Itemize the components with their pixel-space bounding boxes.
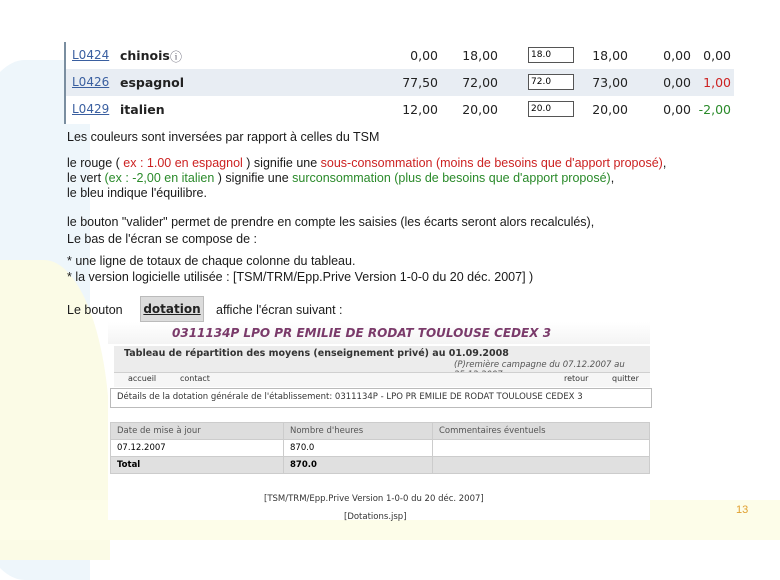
grid-cell: Total: [111, 457, 284, 474]
bullet-totals: * une ligne de totaux de chaque colonne du tableau.: [67, 254, 356, 268]
row-code-link[interactable]: L0426: [72, 75, 110, 89]
row-code-link[interactable]: L0424: [72, 48, 110, 62]
button-outro: affiche l'écran suivant :: [216, 303, 343, 317]
screen-nav: [114, 372, 650, 387]
text-fragment: le vert: [67, 171, 105, 185]
text-fragment-red: ex : 1.00 en espagnol: [123, 156, 243, 170]
info-icon[interactable]: ⓘ: [170, 50, 183, 64]
details-box: [110, 388, 652, 408]
cell: 18,00: [592, 48, 628, 63]
button-intro: Le bouton: [67, 303, 123, 317]
grid-cell: [433, 457, 650, 474]
dotation-button[interactable]: dotation: [140, 296, 204, 322]
bottom-explanation: Le bas de l'écran se compose de :: [67, 232, 258, 246]
colors-note: Les couleurs sont inversées par rapport à celles du TSM: [67, 130, 380, 144]
bullet-version: * la version logicielle utilisée : [TSM/TRM/Epp.Prive Version 1-0-0 du 20 déc. 2007] ): [67, 270, 534, 284]
text-fragment: le rouge (: [67, 156, 124, 170]
row-language: chinois: [120, 48, 170, 63]
cell: 0,00: [663, 48, 691, 63]
grid-row: [111, 440, 650, 457]
grid-cell: 870.0: [284, 457, 433, 474]
cell: 18,00: [462, 48, 498, 63]
validate-explanation: le bouton "valider" permet de prendre en compte les saisies (les écarts seront alors recalculés),: [67, 215, 595, 229]
text-fragment: ) signifie une: [242, 156, 321, 170]
cell: 0,00: [410, 48, 438, 63]
table-row: [66, 96, 734, 123]
cell: 77,50: [402, 75, 438, 90]
text-fragment: ,: [662, 156, 667, 170]
cell: 12,00: [402, 102, 438, 117]
cell: 20,00: [592, 102, 628, 117]
green-explanation: [67, 171, 614, 185]
nav-contact-link[interactable]: contact: [180, 374, 210, 383]
text-fragment: ,: [610, 171, 615, 185]
cell: 20,00: [462, 102, 498, 117]
cell-difference: -2,00: [698, 102, 731, 117]
cell: 73,00: [592, 75, 628, 90]
dotation-screen-screenshot: [108, 322, 650, 520]
grid-header: Commentaires éventuels: [433, 423, 650, 440]
cell-difference: 0,00: [703, 48, 731, 63]
version-footer: [TSM/TRM/Epp.Prive Version 1-0-0 du 20 déc. 2007]: [264, 494, 484, 504]
dotation-grid: [110, 422, 650, 474]
nav-retour-link[interactable]: retour: [564, 374, 589, 383]
text-fragment-red: sous-consommation (moins de besoins que d'apport proposé): [320, 156, 663, 170]
screen-header-subtitle: (P)remière campagne du 07.12.2007 au: [454, 360, 625, 370]
screen-header-title: Tableau de répartition des moyens (enseignement privé) au 01.09.2008: [124, 348, 509, 359]
grid-header: Date de mise à jour: [111, 423, 284, 440]
screen-title-bar: [108, 322, 650, 344]
grid-cell: 870.0: [284, 440, 433, 457]
row-language: italien: [120, 102, 165, 117]
table-row: [66, 69, 734, 96]
text-fragment: ) signifie une: [214, 171, 293, 185]
grid-total-row: [111, 457, 650, 474]
table-row: [66, 42, 734, 69]
cell: 0,00: [663, 102, 691, 117]
cell: 0,00: [663, 75, 691, 90]
text-fragment-green: surconsommation (plus de besoins que d'apport proposé): [292, 171, 611, 185]
cell: 72,00: [462, 75, 498, 90]
row-code-link[interactable]: L0429: [72, 102, 110, 116]
grid-cell: [433, 440, 650, 457]
text-fragment-green: (ex : -2,00 en italien: [104, 171, 215, 185]
cell-difference: 1,00: [703, 75, 731, 90]
grid-cell: 07.12.2007: [111, 440, 284, 457]
page-number: 13: [736, 504, 749, 516]
details-text: Détails de la dotation générale de l'établissement: 0311134P - LPO PR EMILIE DE RODAT TOULOUSE CEDEX 3: [117, 392, 583, 402]
grid-header: Nombre d'heures: [284, 423, 433, 440]
grid-header-row: [111, 423, 650, 440]
nav-accueil-link[interactable]: accueil: [128, 374, 157, 383]
row-language: espagnol: [120, 75, 185, 90]
page-file-footer: [Dotations.jsp]: [344, 512, 407, 522]
blue-explanation: le bleu indique l'équilibre.: [67, 186, 207, 200]
language-table: [64, 42, 734, 124]
screen-title: 0311134P LPO PR EMILIE DE RODAT TOULOUSE CEDEX 3: [172, 326, 552, 340]
nav-quitter-link[interactable]: quitter: [612, 374, 639, 383]
red-explanation: [67, 156, 666, 170]
